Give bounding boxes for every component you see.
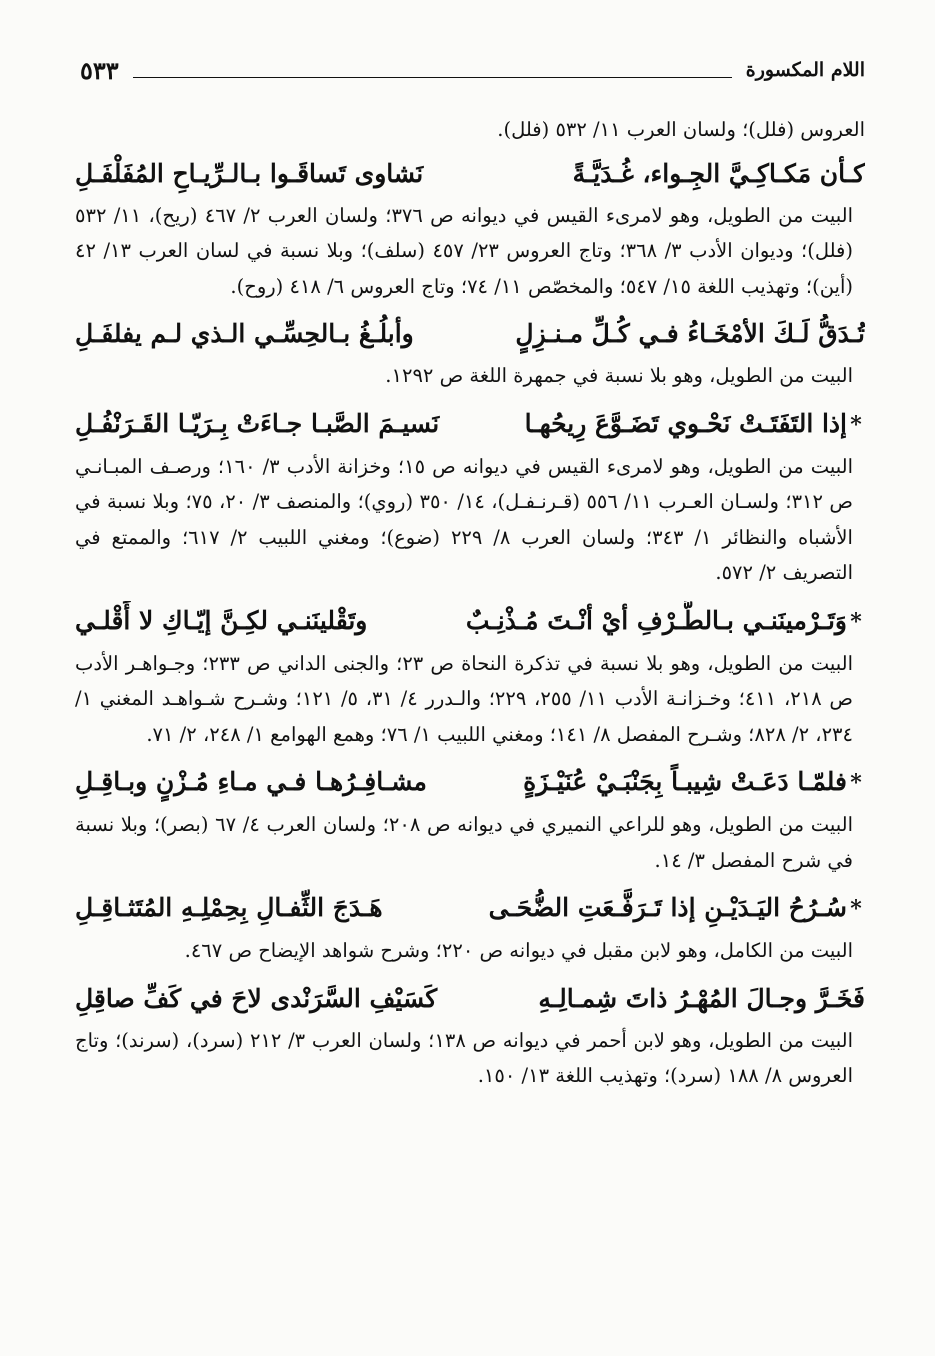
second-hemistich: وتَقْلينَنـي لكِـنَّ إيّـاكِ لا أَقْلـي [75,605,368,635]
first-hemistich: إذا التَفَتَـتْ نَحْـوي تَضَـوَّعَ رِيحُهـا [524,408,847,438]
verse-line [75,888,865,929]
entry [75,888,865,969]
verse-marker: * [850,411,862,438]
first-hemistich: تُـدَقُّ لَـكَ الأمْخَـاءُ فـي كُـلِّ مـنـزِلٍ [515,319,865,348]
first-hemistich: وَتَـرْمينَنـي بـالطَّـرْفِ أيْ أنْـتَ مُـذْنِـبٌ [465,605,847,635]
page-header [80,50,865,90]
page-number: ٥٣٣ [80,55,119,85]
second-hemistich: كَسَيْفِ السَّرَنْدى لاحَ في كَفِّ صاقِلِ [75,983,438,1013]
entry [75,404,865,591]
chapter-title: اللام المكسورة [745,59,865,81]
page-body [75,112,865,1104]
header-rule [133,77,732,78]
first-hemistich: كـأن مَكـاكِـيَّ الجِـواء، غُـدَيَّـةً [572,158,865,188]
verse-note: البيت من الطويل، وهو للراعي النميري في ديوانه ص ٢٠٨؛ ولسان العرب ٤/ ٦٧ (بصر)؛ وبلا نسبة في شرح المفصل ٣/ ١٤. [75,813,853,872]
verse-note: البيت من الطويل، وهو لابن أحمر في ديوانه ص ١٣٨؛ ولسان العرب ٣/ ٢١٢ (سرد)، (سرند)؛ وتاج العروس ٨/ ١٨٨ (سرد)؛ وتهذيب اللغة ١٣/ ١٥٠. [75,1028,853,1087]
intro-line: العروس (فلل)؛ ولسان العرب ١١/ ٥٣٢ (فلل). [497,118,865,141]
verse-line [75,404,865,445]
verse-note: البيت من الطويل، وهو بلا نسبة في جمهرة اللغة ص ١٢٩٢. [385,364,853,387]
first-hemistich: فلمّـا دَعَـتْ شِيبـاً بِجَنْبَـيْ عُنَيْـزَةٍ [523,767,847,796]
second-hemistich: نَشاوى تَساقَـوا بـالـرِّيـاحِ المُفَلْفَـلِ [75,158,424,188]
verse-note: البيت من الكامل، وهو لابن مقبل في ديوانه ص ٢٢٠؛ وشرح شواهد الإيضاح ص ٤٦٧. [184,939,853,962]
entry [75,314,865,394]
verse-marker: * [850,608,862,635]
verse-marker: * [850,896,862,922]
verse-line [75,762,865,803]
second-hemistich: نَسيـمَ الصَّبـا جـاءَتْ بِـرَيّـا القَـرَنْفُـلِ [75,408,440,438]
verse-marker: * [850,770,862,796]
verse-line [75,314,865,354]
verse-note: البيت من الطويل، وهو بلا نسبة في تذكرة النحاة ص ٢٣؛ والجنى الداني ص ٢٣٣؛ وجـواهـر الأدب ص ٢١٨، ٤١١؛ وخـزانـة الأدب ١١/ ٢٥٥، ٢٢٩؛ والـدرر ٤/ ٣١، ٥/ ١٢١؛ وشـرح شـواهـد المغني ١/ ٢٣٤، ٢/ ٨٢٨؛ وشـرح المفصل ٨/ ١٤١؛ ومغني اللبيب ١/ ٧٦؛ وهمع الهوامع ١/ ٢٤٨، ٢/ ٧١. [75,651,854,746]
verse-line [75,601,865,642]
verse-line [75,979,865,1019]
first-hemistich: سُـرُحُ اليَـدَيْـنِ إذا تَـرَفَّـعَتِ الضُّحَـى [488,893,847,922]
verse-note: البيت من الطويل، وهو لامرىء القيس في ديوانه ص ١٥؛ وخزانة الأدب ٣/ ١٦٠؛ ورصـف المبـانـي ص ٣١٢؛ ولسـان العـرب ١١/ ٥٥٦ (قـرنـفـل)، ١٤/ ٣٥٠ (روي)؛ والمنصف ٣/ ٢٠، ٧٥؛ وبلا نسبة في الأشباه والنظائر ١/ ٣٤٣؛ ولسان العرب ٨/ ٢٢٩ (ضوع)؛ ومغني اللبيب ٢/ ٦١٧؛ والممتع في التصريف ٢/ ٥٧٢. [75,454,854,584]
second-hemistich: هَـدَجَ الثِّفـالِ بِحِمْلِـهِ المُتَثـاقِـلِ [75,893,383,922]
verse-note: البيت من الطويل، وهو لامرىء القيس في ديوانه ص ٣٧٦؛ ولسان العرب ٢/ ٤٦٧ (ريح)، ١١/ ٥٣٢ (فلل)؛ وديوان الأدب ٣/ ٣٦٨؛ وتاج العروس ٢٣/ ٤٥٧ (سلف)؛ وبلا نسبة في لسان العرب ١٣/ ٤٢ (أين)؛ وتهذيب اللغة ١٥/ ٥٤٧؛ والمخصّص ١١/ ٧٤؛ وتاج العروس ٦/ ٤١٨ (روح). [75,203,853,298]
entry [75,762,865,878]
second-hemistich: مشـافِـرُهـا فـي مـاءِ مُـزْنٍ وبـاقِـلِ [75,767,427,796]
first-hemistich: فَخَـرَّ وجـالَ المُهْـرُ ذاتَ شِمـالِـهِ [538,983,865,1013]
entry [75,601,865,753]
second-hemistich: وأبلُـغُ بـالحِسِّـي الـذي لـم يفلفَـلِ [75,319,414,348]
entry [75,154,865,305]
entry [75,979,865,1094]
verse-line [75,154,865,194]
